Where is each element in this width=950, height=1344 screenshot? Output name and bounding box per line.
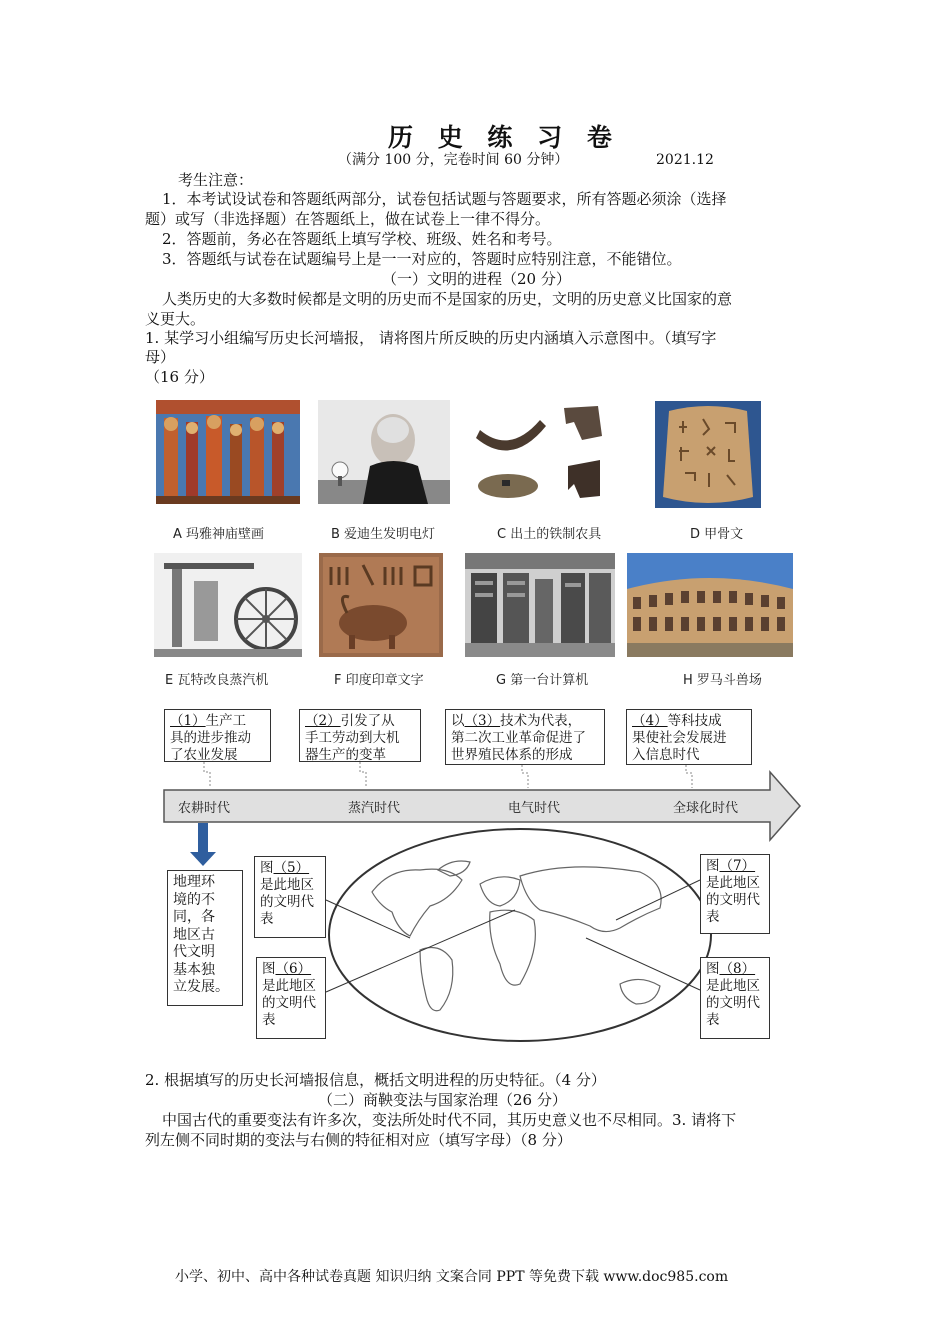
question-2: 2. 根据填写的历史长河墙报信息，概括文明进程的历史特征。（4 分） [145,1071,606,1089]
notice-heading: 考生注意： [178,171,254,189]
down-arrow-icon [190,852,216,866]
picture-caption: H 罗马斗兽场 [683,673,762,688]
era-label: 蒸汽时代 [348,801,401,816]
question-1-score: （16 分） [145,368,214,386]
exam-subtitle: （满分 100 分，完卷时间 60 分钟） [338,152,569,168]
world-map-outline [329,829,711,1041]
era-label: 电气时代 [508,801,561,816]
notice-line: 题）或写（非选择题）在答题纸上，做在试卷上一律不得分。 [145,210,551,228]
answer-blank-2: （2） [305,713,341,729]
answer-blank-4: （4） [632,713,668,729]
answer-blank-8: （8） [719,961,756,977]
section-intro: 中国古代的重要变法有许多次，变法所处时代不同，其历史意义也不尽相同。3. 请将下 [162,1111,737,1129]
timeline-box-1: （1）生产工 具的进步推动 了农业发展 [164,709,271,762]
answer-blank-3: （3） [464,713,501,729]
section-intro: 人类历史的大多数时候都是文明的历史而不是国家的历史，文明的历史意义比国家的意 [162,290,733,308]
map-callout-8: 图（8） 是此地区 的文明代 表 [700,957,770,1039]
question-1: 1. 某学习小组编写历史长河墙报， 请将图片所反映的历史内涵填入示意图中。（填写字 [145,329,717,347]
exam-date: 2021.12 [656,152,714,168]
notice-line: 2．答题前，务必在答题纸上填写学校、班级、姓名和考号。 [162,230,562,248]
picture-caption: B 爱迪生发明电灯 [331,527,436,542]
era-label: 全球化时代 [673,801,739,816]
map-callout-7: 图（7） 是此地区 的文明代 表 [700,854,770,934]
picture-caption: E 瓦特改良蒸汽机 [165,673,269,688]
question-1: 母） [145,348,176,366]
era-label: 农耕时代 [178,801,231,816]
page-footer: 小学、初中、高中各种试卷真题 知识归纳 文案合同 PPT 等免费下载 www.doc985.com [175,1269,729,1285]
map-callout-6: 图（6） 是此地区 的文明代 表 [256,957,326,1039]
answer-blank-5: （5） [273,860,310,876]
section-heading: （二）商鞅变法与国家治理（26 分） [318,1091,567,1109]
answer-blank-6: （6） [275,961,312,977]
geography-note-box: 地理环 境的不 同，各 地区古 代文明 基本独 立发展。 [167,870,243,1006]
picture-caption: D 甲骨文 [690,527,744,542]
picture-caption: A 玛雅神庙壁画 [173,527,265,542]
picture-caption: F 印度印章文字 [334,673,424,688]
timeline-box-2: （2）引发了从 手工劳动到大机 器生产的变革 [299,709,421,762]
timeline-box-3: 以（3）技术为代表， 第二次工业革命促进了 世界殖民体系的形成 [445,709,605,765]
page-title: 历 史 练 习 卷 [388,123,620,152]
picture-caption: C 出土的铁制农具 [497,527,602,542]
section-intro: 义更大。 [145,310,206,328]
answer-blank-7: （7） [719,858,756,874]
answer-blank-1: （1） [170,713,206,729]
section-heading: （一）文明的进程（20 分） [382,270,571,288]
picture-caption: G 第一台计算机 [496,673,589,688]
notice-line: 1．本考试设试卷和答题纸两部分，试卷包括试题与答题要求，所有答题必须涂（选择 [162,190,727,208]
map-callout-5: 图（5） 是此地区 的文明代 表 [254,856,326,938]
timeline-box-4: （4）等科技成 果使社会发展进 入信息时代 [626,709,752,765]
notice-line: 3．答题纸与试卷在试题编号上是一一对应的，答题时应特别注意，不能错位。 [162,250,682,268]
section-intro: 列左侧不同时期的变法与右侧的特征相对应（填写字母）（8 分） [145,1131,572,1149]
